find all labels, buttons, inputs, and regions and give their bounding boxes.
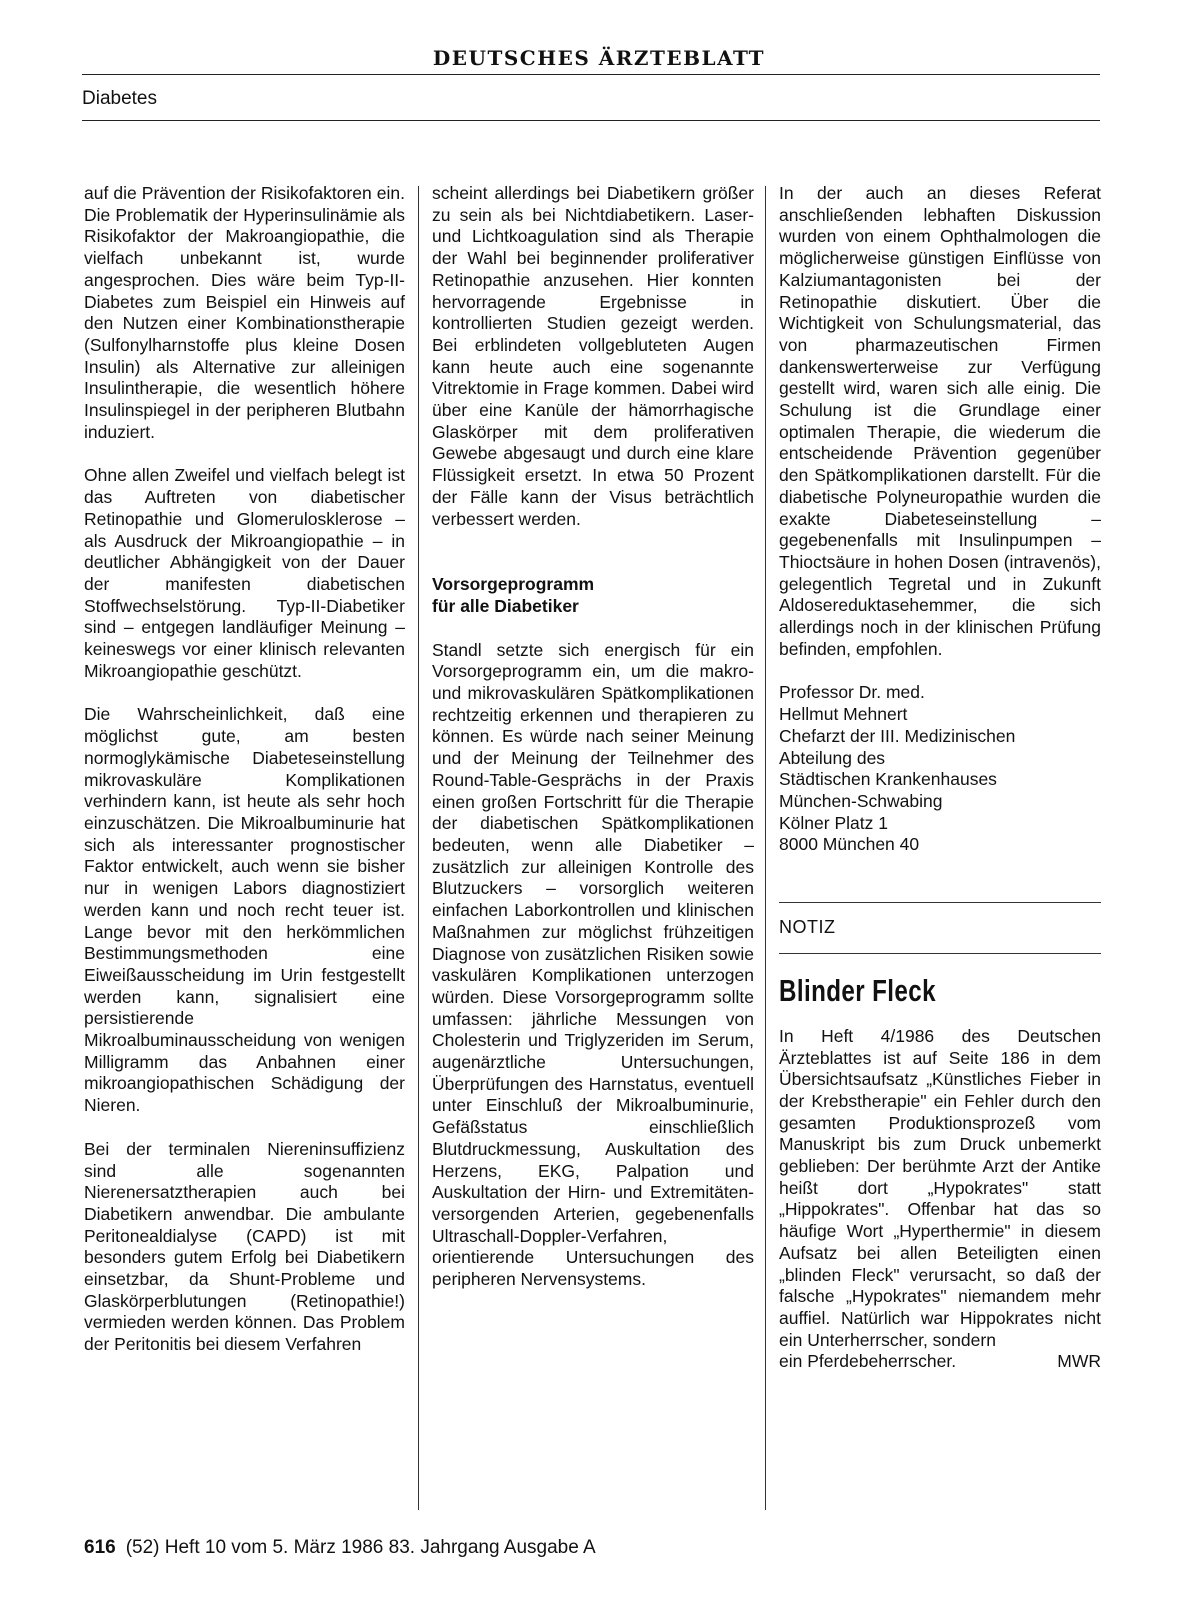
address-line: Professor Dr. med. [779, 682, 925, 703]
notiz-signature: MWR [1057, 1351, 1101, 1372]
column-1 [84, 183, 405, 1356]
notiz-label: NOTIZ [779, 917, 836, 938]
column-divider [418, 186, 419, 1510]
masthead-title: DEUTSCHES ÄRZTEBLATT [432, 46, 766, 70]
notiz-text: In Heft 4/1986 des Deutschen Ärzteblattes ist auf Seite 186 in dem Übersichtsaufsatz „Künstliches Fieber in der Krebstherapie" ein Fehler durch den gesamten Produktionsprozeß vom Manuskript bis zum Druck unbemerkt geblieben: Der berühmte Arzt der Antike heißt dort „Hypokrates" statt „Hippokrates". Offenbar hat das so häufige Wort „Hyperthermie" in diesem Aufsatz bei allen Beteiligten einen „blinden Fleck" verursacht, so daß der falsche „Hypokrates" niemandem mehr auffiel. Natürlich war Hippokrates nicht ein Unterherrscher, sondern [779, 1025, 1101, 1350]
paragraph: Standl setzte sich energisch für ein Vorsorgeprogramm ein, um die makro- und mikrovaskulären Spätkomplikationen rechtzeitig erkennen und therapieren zu können. Es würde nach seiner Meinung und der Meinung der Teilnehmer des Round-Table-Gesprächs in der Praxis einen großen Fortschritt für die Therapie der diabetischen Spätkomplikationen bedeuten, wenn alle Diabetiker – zusätzlich zur alleinigen Kontrolle des Blutzuckers – vorsorglich weiteren einfachen Laborkontrollen und klinischen Maßnahmen zur möglichst frühzeitigen Diagnose von zusätzlichen Risiken sowie vaskulären Komplikationen unterzogen würden. Diese Vorsorgeprogramm sollte umfassen: jährliche Messungen von Cholesterin und Triglyzeriden im Serum, augenärztliche Untersuchungen, Überprüfungen des Harnstatus, eventuell unter Einschluß der Mikroalbuminurie, Gefäßstatus einschließlich Blutdruckmessung, Auskultation des Herzens, EKG, Palpation und Auskultation der Hirn- und Extremitäten-versorgenden Arterien, gegebenenfalls Ultraschall-Doppler-Verfahren, orientierende Untersuchungen des peripheren Nervensystems. [432, 639, 754, 1290]
address-line: Kölner Platz 1 [779, 812, 888, 833]
paragraph: auf die Prävention der Risikofaktoren ein. Die Problematik der Hyperinsulinämie als Risikofaktor der Makroangiopathie, die vielfach unbekannt ist, wurde angesprochen. Dies wäre beim Typ-II-Diabetes zum Beispiel ein Hinweis auf den Nutzen einer Kombinationstherapie (Sulfonylharnstoffe plus kleine Dosen Insulin) als Alternative zur alleinigen Insulintherapie, die wesentlich höhere Insulinspiegel in der peripheren Blutbahn induziert. [84, 183, 405, 442]
address-line: Abteilung des [779, 747, 886, 768]
address-line: Städtischen Krankenhauses [779, 769, 997, 790]
address-line: Hellmut Mehnert [779, 704, 908, 725]
section-label: Diabetes [82, 88, 157, 109]
page-number: 616 [84, 1537, 116, 1558]
subheading-line: für alle Diabetiker [432, 595, 579, 616]
paragraph: Die Wahrscheinlichkeit, daß eine möglichst gute, am besten normoglykämische Diabeteseinstellung mikrovaskuläre Komplikationen verhindern kann, ist heute als sehr hoch einzuschätzen. Die Mikroalbuminurie hat sich als interessanter prognostischer Faktor entwickelt, auch wenn sie bisher nur in wenigen Labors diagnostiziert werden kann und noch recht teuer ist. Lange bevor mit den herkömmlichen Bestimmungsmethoden eine Eiweißausscheidung im Urin festgestellt werden kann, signalisiert eine persistierende Mikroalbuminausscheidung von wenigen Milligramm das Anbahnen einer mikroangiopathischen Schädigung der Nieren. [84, 704, 405, 1116]
column-2 [432, 183, 754, 1291]
author-address [779, 682, 1101, 856]
paragraph: In der auch an dieses Referat anschließenden lebhaften Diskussion wurden von einem Ophthalmologen die möglicherweise günstigen Einflüsse von Kalziumantagonisten bei der Retinopathie diskutiert. Über die Wichtigkeit von Schulungsmaterial, das von pharmazeutischen Firmen dankenswerterweise zur Verfügung gestellt wird, waren sich alle einig. Die Schulung ist die Grundlage einer optimalen Therapie, die wiederum die entscheidende Prävention gegenüber den Spätkomplikationen darstellt. Für die diabetische Polyneuropathie wurden die exakte Diabeteseinstellung – gegebenenfalls mit Insulinpumpen – Thioctsäure in hohen Dosen (intravenös), gelegentlich Tegretal und in Zukunft Aldosereduktasehemmer, die sich allerdings noch in der klinischen Prüfung befinden, empfohlen. [779, 183, 1101, 659]
notiz-signature-line [779, 1351, 1101, 1373]
address-line: München-Schwabing [779, 790, 943, 811]
notiz-bottom-rule [779, 953, 1101, 954]
notiz-title: Blinder Fleck [779, 972, 936, 1008]
page-footer [84, 1537, 596, 1559]
column-3 [779, 183, 1101, 1373]
section-rule [82, 120, 1100, 121]
address-line: 8000 München 40 [779, 834, 920, 855]
column-divider [765, 186, 766, 1510]
masthead-rule [82, 74, 1100, 75]
paragraph: scheint allerdings bei Diabetikern größer zu sein als bei Nichtdiabetikern. Laser- und Lichtkoagulation sind als Therapie der Wahl bei beginnender proliferativer Retinopathie anzusehen. Hier konnten hervorragende Ergebnisse in kontrollierten Studien gezeigt werden. Bei erblindeten vollgebluteten Augen kann heute auch eine sogenannte Vitrektomie in Frage kommen. Dabei wird über eine Kanüle der hämorrhagische Glaskörper mit dem proliferativen Gewebe abgesaugt und durch eine klare Flüssigkeit ersetzt. In etwa 50 Prozent der Fälle kann der Visus beträchtlich verbessert werden. [432, 183, 754, 529]
paragraph: Ohne allen Zweifel und vielfach belegt ist das Auftreten von diabetischer Retinopathie und Glomerulosklerose – als Ausdruck der Mikroangiopathie – in deutlicher Abhängigkeit von der Dauer der manifesten diabetischen Stoffwechselstörung. Typ-II-Diabetiker sind – entgegen landläufiger Meinung – keineswegs vor einer klinisch relevanten Mikroangiopathie geschützt. [84, 465, 405, 681]
notiz-top-rule [779, 902, 1101, 903]
paragraph: Bei der terminalen Niereninsuffizienz sind alle sogenannten Nierenersatztherapien auch bei Diabetikern anwendbar. Die ambulante Peritonealdialyse (CAPD) ist mit besonders gutem Erfolg bei Diabetikern einsetzbar, da Shunt-Probleme und Glaskörperblutungen (Retinopathie!) vermieden werden können. Das Problem der Peritonitis bei diesem Verfahren [84, 1138, 405, 1355]
notiz-last-words: ein Pferdebeherrscher. [779, 1351, 957, 1372]
issue-info: (52) Heft 10 vom 5. März 1986 83. Jahrgang Ausgabe A [125, 1537, 596, 1558]
subheading-line: Vorsorgeprogramm [432, 574, 595, 595]
address-line: Chefarzt der III. Medizinischen [779, 725, 1016, 746]
subheading [432, 574, 754, 617]
